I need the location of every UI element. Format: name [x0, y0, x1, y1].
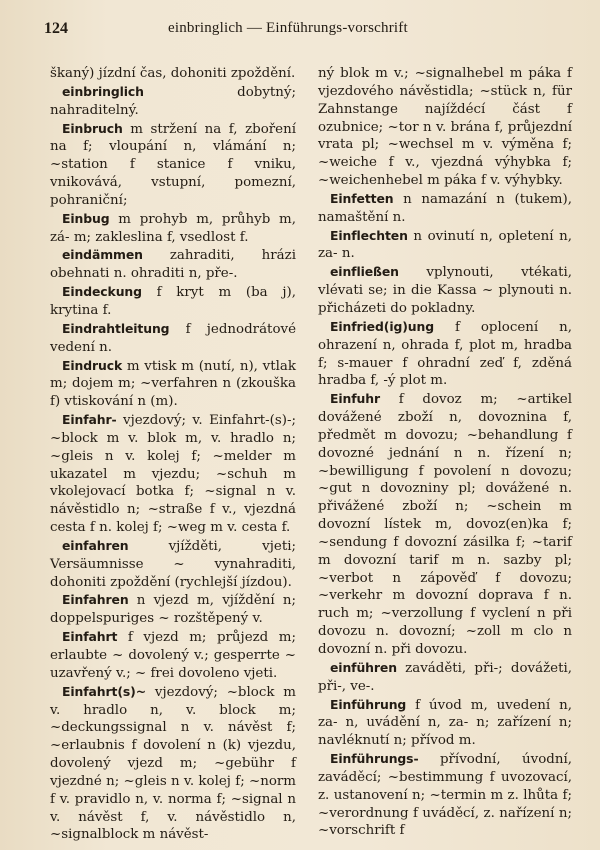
entry-text: škaný) jízdní čas, dohoniti zpoždění.	[50, 66, 296, 81]
entry-text: vjezdový; v. Einfahrt-(s)-; ~block m v. blok m, v. hradlo n; ~gleis n v. kolej f; ~melder m ukazatel m vjezdu; ~schuh m vkolejovací botka f; ~signal n v. návěstidlo n; ~straße f v., vjezdná cesta f n. kolej f; ~weg m v. cesta f.	[50, 413, 296, 536]
entry-headword: Einführung	[330, 696, 407, 712]
dictionary-entry	[318, 227, 572, 264]
entry-headword: Einfahr-	[62, 412, 117, 428]
entry-text: f oplocení n, ohrazení n, ohrada f, plot m, hradba f; s-mauer f ohradní zeď f, zděná hradba f, -ý plot m.	[318, 319, 572, 389]
entry-headword: Einfahren	[62, 592, 129, 608]
running-head: einbringlich — Einführungs-vorschrift	[168, 20, 408, 36]
entry-text: ný blok m v.; ~signalhebel m páka f vjezdového návěstidla; ~stück n, für Zahnstange najíždécí část f ozubnice; ~tor n v. brána f, průjezdní vrata pl; ~wechsel m v. výměna f; ~weiche f v., vjezdná výhybka f; ~weichenhebel m páka f v. výhybky.	[318, 66, 572, 189]
dictionary-entry	[50, 210, 296, 247]
entry-headword: einfließen	[330, 264, 399, 280]
dictionary-entry	[50, 591, 296, 628]
entry-text: vjížděti, vjeti; Versäumnisse ~ vynahraditi, dohoniti zpoždění (rychlejší jízdou).	[50, 538, 296, 590]
entry-text: vjezdový; ~block m v. hradlo n, v. block m; ~deckungssignal n v. návěst f; ~erlaubnis f dovolení n (k) vjezdu, dovolený vjezd m; ~gebühr f vjezdné n; ~gleis n v. kolej f; ~norm f v. pravidlo n, v. norma f; ~signal n v. návěst f, v. návěstidlo n, ~signalblock m návěst-	[50, 684, 296, 843]
dictionary-entry	[50, 120, 296, 210]
entry-headword: Einfahrt	[62, 629, 118, 645]
entry-text: m stržení na f, zboření na f; vloupání n, vlámání n; ~station f stanice f vniku, vnikovává, vstupní, pomezní, pohraniční;	[50, 121, 296, 208]
dictionary-entry	[50, 628, 296, 683]
entry-text: n vjezd m, vjíždění n; doppelspuriges ~ rozštěpený v.	[50, 593, 296, 627]
dictionary-entry	[50, 246, 296, 283]
right-column	[318, 64, 572, 840]
entry-text: f kryt m (ba j), krytina f.	[50, 285, 296, 318]
entry-text: f dovoz m; ~artikel dovážené zboží n, dovoznina f, předmět m dovozu; ~behandlung f dovozné jednání n n. řízení n; ~bewilligung f povolení n dovozu; ~gut n dovozniny pl; dovážené n. přivážené zboží n; ~schein m dovozní lístek m, dovoz(en)ka f; ~sendung f dovozní zásilka f; ~tarif m dovozní tarif m n. sazby pl; ~verbot n zápověď f dovozu; ~verkehr m dovozní doprava f n. ruch m; ~verzollung f vyclení n při dovozu n. dovozní; ~zoll m clo n dovozní n. při dovozu.	[318, 392, 572, 657]
dictionary-entry	[50, 683, 296, 845]
entry-text: zahraditi, hrázi obehnati n. ohraditi n, pře-.	[50, 248, 296, 282]
entry-headword: einbringlich	[62, 83, 144, 99]
entry-headword: Einfried(ig)ung	[330, 318, 435, 334]
entry-headword: Eindeckung	[62, 284, 142, 300]
entry-text: n ovinutí n, opletení n, za- n.	[318, 228, 572, 262]
left-column	[50, 64, 296, 844]
dictionary-entry	[318, 64, 572, 190]
dictionary-entry	[318, 696, 572, 751]
dictionary-entry	[50, 320, 296, 357]
entry-headword: eindämmen	[62, 247, 143, 263]
entry-headword: Einbruch	[62, 120, 123, 136]
entry-text: m prohyb m, průhyb m, zá- m; zakleslina f, vsedlost f.	[50, 211, 296, 245]
dictionary-entry	[50, 411, 296, 537]
entry-text: f vjezd m; průjezd m; erlaubte ~ dovolený v.; gesperrte ~ uzavřený v.; ~ frei dovoleno vjeti.	[50, 630, 296, 681]
dictionary-entry	[50, 537, 296, 592]
entry-headword: Einflechten	[330, 227, 408, 243]
dictionary-entry	[50, 357, 296, 412]
entry-text: přívodní, úvodní, zaváděcí; ~bestimmung f uvozovací, z. ustanovení n; ~termin m z. lhůta f; ~verordnung f uváděcí, z. nařízení n; ~vorschrift f	[318, 752, 572, 839]
entry-text: f jednodrátové vedení n.	[50, 321, 296, 355]
entry-text: n namazání n (tukem), namaštění n.	[318, 191, 572, 225]
entry-headword: Einfetten	[330, 190, 394, 206]
entry-headword: Eindruck	[62, 357, 123, 373]
entry-text: dobytný; nahraditelný.	[50, 84, 296, 118]
entry-text: m vtisk m (nutí, n), vtlak m; dojem m; ~verfahren n (zkouška f) vtiskování n (m).	[50, 358, 296, 410]
entry-headword: Einführungs-	[330, 751, 419, 767]
dictionary-entry	[318, 659, 572, 696]
entry-headword: Einfuhr	[330, 391, 380, 407]
dictionary-entry	[318, 750, 572, 840]
entry-text: vplynouti, vtékati, vlévati se; in die Kassa ~ plynouti n. přicházeti do pokladny.	[318, 265, 572, 316]
dictionary-entry	[50, 64, 296, 83]
dictionary-entry	[50, 283, 296, 320]
dictionary-entry	[318, 190, 572, 227]
page-number: 124	[44, 20, 68, 37]
dictionary-entry	[318, 318, 572, 390]
entry-headword: Eindrahtleitung	[62, 320, 170, 336]
entry-text: zaváděti, při-; dovážeti, při-, ve-.	[318, 660, 572, 694]
dictionary-entry	[50, 83, 296, 120]
entry-text: f úvod m, uvedení n, za- n, uvádění n, za- n; zařízení n; navléknutí n; přívod m.	[318, 697, 572, 749]
entry-headword: einführen	[330, 659, 397, 675]
entry-headword: einfahren	[62, 537, 129, 553]
dictionary-entry	[318, 263, 572, 318]
dictionary-entry	[318, 390, 572, 659]
entry-headword: Einbug	[62, 210, 110, 226]
entry-headword: Einfahrt(s)~	[62, 683, 147, 699]
page-header	[44, 20, 560, 44]
